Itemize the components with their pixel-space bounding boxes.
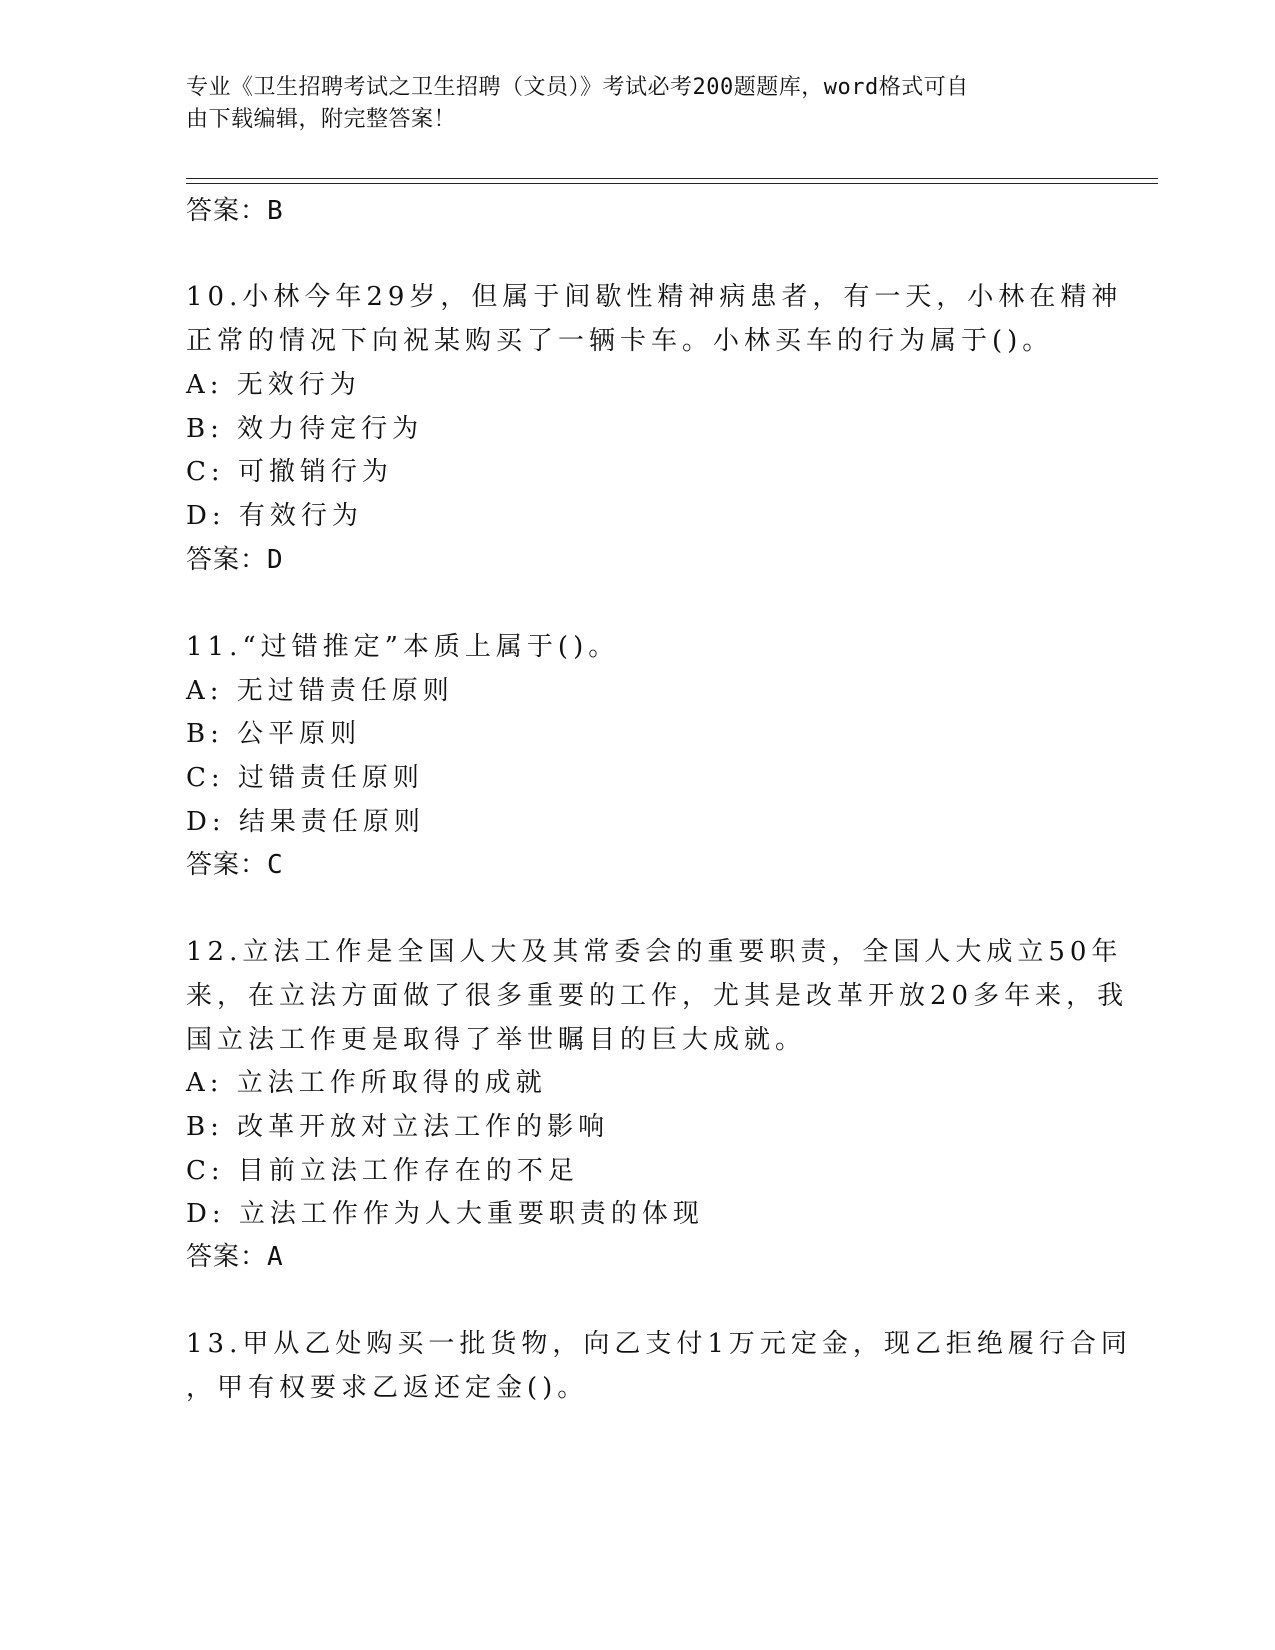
answer-label: 答案： <box>186 545 268 575</box>
answer-value: C <box>267 850 284 880</box>
header-rule-top <box>186 178 1158 179</box>
answer-value: B <box>267 196 284 226</box>
question-10-option-d: D: 有效行为 <box>186 501 363 531</box>
question-11-answer <box>186 844 284 881</box>
answer-label: 答案： <box>186 850 268 880</box>
question-11-option-d: D: 结果责任原则 <box>186 807 425 837</box>
question-12-option-d: D: 立法工作作为人大重要职责的体现 <box>186 1199 704 1229</box>
answer-label: 答案： <box>186 196 268 226</box>
question-11-option-b: B: 公平原则 <box>186 719 362 749</box>
question-12-stem-line-3: 国立法工作更是取得了举世瞩目的巨大成就。 <box>186 1025 807 1055</box>
question-12-stem-line-1: 12.立法工作是全国人大及其常委会的重要职责，全国人大成立50年 <box>186 937 1123 967</box>
question-10-option-b: B: 效力待定行为 <box>186 414 424 444</box>
question-11-stem-line-1: 11.“过错推定”本质上属于()。 <box>186 632 620 662</box>
question-12-option-b: B: 改革开放对立法工作的影响 <box>186 1112 610 1142</box>
header-line-1: 专业《卫生招聘考试之卫生招聘（文员）》考试必考200题题库，word格式可自 <box>186 75 969 100</box>
question-10-option-a: A: 无效行为 <box>186 370 361 400</box>
answer-value: D <box>267 545 284 575</box>
question-12-option-c: C: 目前立法工作存在的不足 <box>186 1156 579 1186</box>
question-13-stem-line-1: 13.甲从乙处购买一批货物，向乙支付1万元定金，现乙拒绝履行合同 <box>186 1329 1132 1359</box>
answer-label: 答案： <box>186 1242 268 1272</box>
header-line-2: 由下载编辑，附完整答案！ <box>186 107 457 132</box>
answer-value: A <box>267 1242 284 1272</box>
question-12-stem-line-2: 来，在立法方面做了很多重要的工作，尤其是改革开放20多年来，我 <box>186 981 1129 1011</box>
document-header <box>186 72 1066 136</box>
question-12-answer <box>186 1236 284 1273</box>
header-rule-bottom <box>186 183 1158 184</box>
previous-answer <box>186 190 284 227</box>
question-10-answer <box>186 539 284 576</box>
question-12-option-a: A: 立法工作所取得的成就 <box>186 1068 547 1098</box>
question-10-option-c: C: 可撤销行为 <box>186 457 393 487</box>
question-11-option-c: C: 过错责任原则 <box>186 763 424 793</box>
question-10-stem-line-1: 10.小林今年29岁，但属于间歇性精神病患者，有一天，小林在精神 <box>186 282 1123 312</box>
question-10-stem-line-2: 正常的情况下向祝某购买了一辆卡车。小林买车的行为属于()。 <box>186 326 1054 356</box>
question-13-stem-line-2: ，甲有权要求乙返还定金()。 <box>186 1373 589 1403</box>
question-11-option-a: A: 无过错责任原则 <box>186 676 454 706</box>
